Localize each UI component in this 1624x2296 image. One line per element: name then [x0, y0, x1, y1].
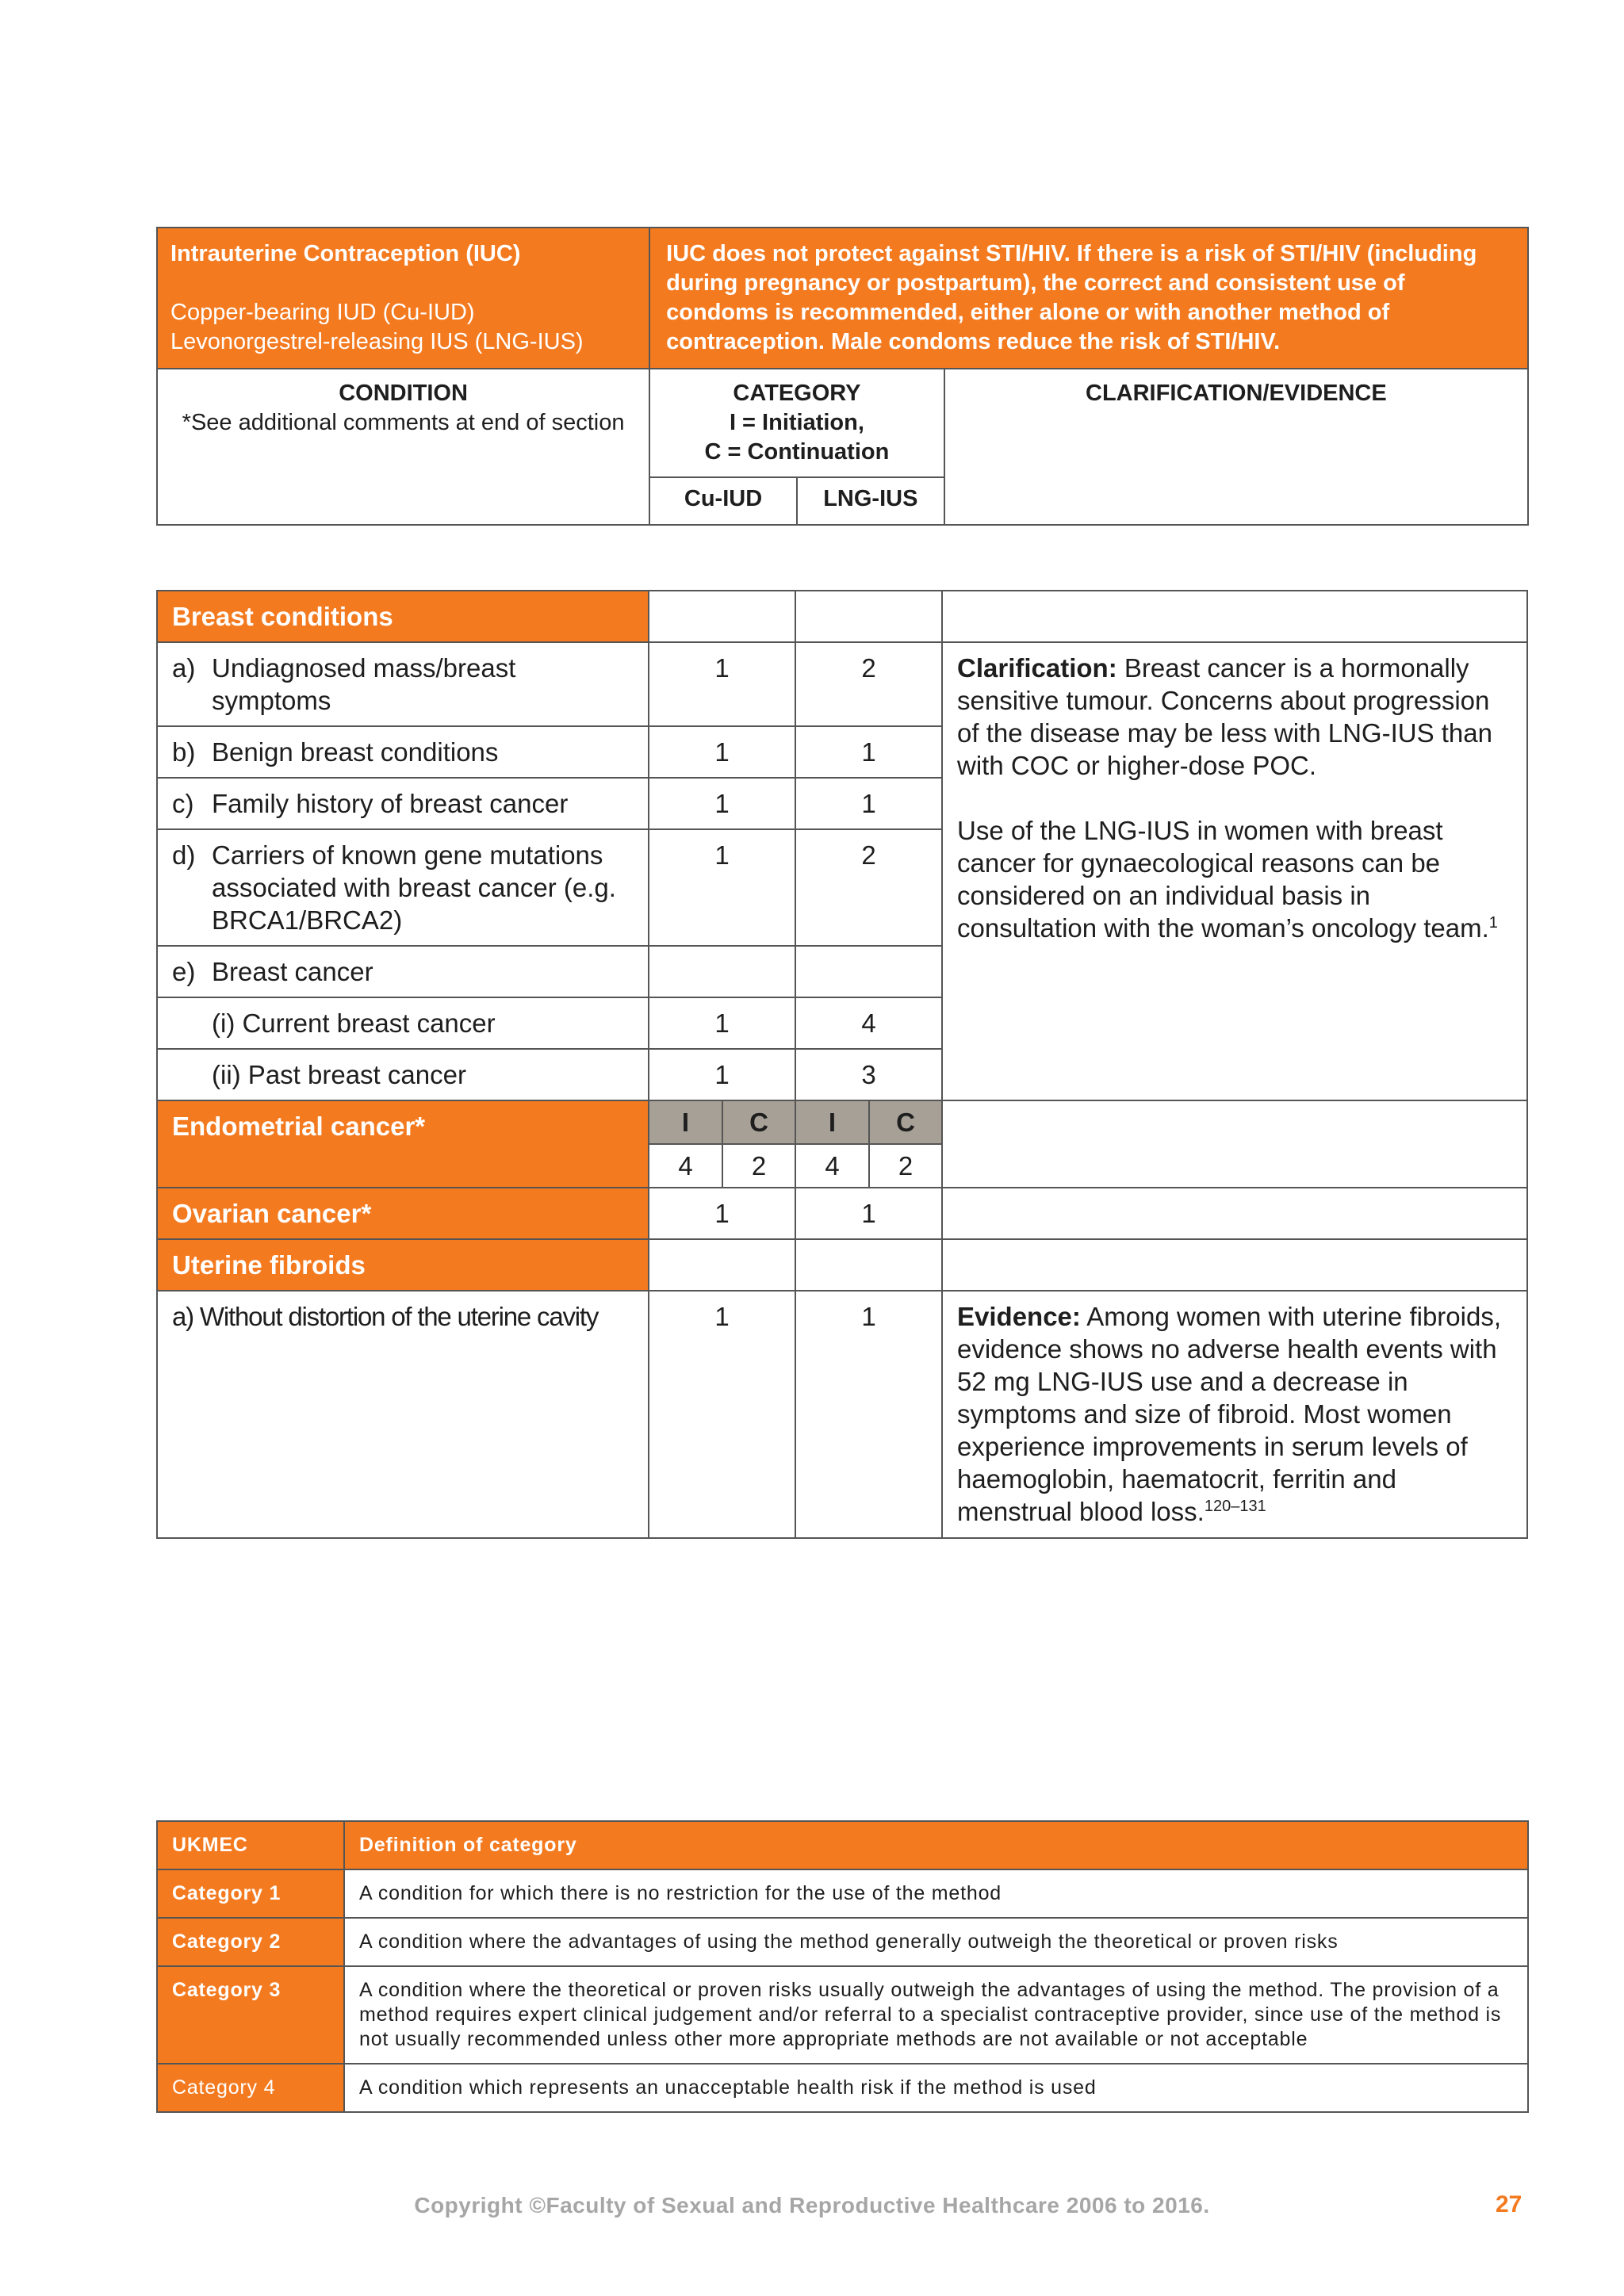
- lng-category: 2: [795, 829, 942, 946]
- cu-category: 1: [649, 642, 795, 726]
- lng-category: 1: [795, 1291, 942, 1538]
- row-text: Breast cancer: [212, 957, 373, 986]
- category-continuation: C = Continuation: [704, 439, 890, 465]
- method-header-table: [156, 227, 1529, 526]
- method-lng-ius: Levonorgestrel-releasing IUS (LNG-IUS): [170, 329, 584, 354]
- row-text: Undiagnosed mass/breast symptoms: [212, 653, 516, 715]
- clarification-text-2: Use of the LNG-IUS in women with breast cancer for gynaecological reasons can be considered on an individual basis in consultation with the woman’s oncology team.: [957, 816, 1489, 943]
- row-label: a): [172, 653, 196, 683]
- lng-initiation-value: 4: [795, 1144, 869, 1188]
- section-breast: [157, 591, 1527, 642]
- legend-definition: A condition which represents an unacceptable health risk if the method is used: [344, 2064, 1528, 2112]
- condition-note: *See additional comments at end of section: [182, 410, 625, 435]
- section-ovarian: [157, 1188, 1527, 1239]
- evidence-text: Among women with uterine fibroids, evidence shows no adverse health events with 52 mg LNG-IUS use and a decrease in symptoms and size of fibroid. Most women experience improvements in serum levels of haemoglobin, haematocrit, ferritin and menstrual blood loss.: [957, 1302, 1502, 1526]
- legend-row: [157, 1918, 1528, 1966]
- legend-definition: A condition where the advantages of using the method generally outweigh the theoretical or proven risks: [344, 1918, 1528, 1966]
- legend-header-definition: Definition of category: [344, 1821, 1528, 1869]
- cu-continuation-value: 2: [722, 1144, 795, 1188]
- section-title-ovarian: Ovarian cancer*: [157, 1188, 649, 1239]
- legend-key: Category 1: [157, 1869, 344, 1918]
- lng-category: 3: [795, 1049, 942, 1100]
- section-title-fibroids: Uterine fibroids: [157, 1239, 649, 1291]
- cu-category: [649, 946, 795, 997]
- lng-initiation-label: I: [795, 1100, 869, 1144]
- category-header: [649, 369, 944, 477]
- category-label: CATEGORY: [733, 381, 861, 406]
- col-lng-ius: LNG-IUS: [797, 477, 944, 525]
- legend-key: Category 2: [157, 1918, 344, 1966]
- row-text: (ii) Past breast cancer: [157, 1049, 649, 1100]
- lng-category: 1: [795, 726, 942, 778]
- legend-row: [157, 1966, 1528, 2064]
- condition-label: CONDITION: [339, 381, 468, 406]
- row-label: d): [172, 840, 196, 870]
- legend-definition: A condition where the theoretical or proven risks usually outweigh the advantages of using the method. The provision of a method requires expert clinical judgement and/or referral to a specialist contraceptive provider, since use of the method is not usually recommended unless other more appropriate methods are not available or not acceptable: [344, 1966, 1528, 2064]
- legend-key: Category 4: [157, 2064, 344, 2112]
- row-text: (i) Current breast cancer: [157, 997, 649, 1049]
- table-row: [157, 642, 1527, 726]
- section-fibroids: [157, 1239, 1527, 1291]
- section-title-breast: Breast conditions: [157, 591, 649, 642]
- row-text: Carriers of known gene mutations associated with breast cancer (e.g. BRCA1/BRCA2): [212, 840, 616, 935]
- cu-initiation-label: I: [649, 1100, 722, 1144]
- evidence-ref: 120–131: [1204, 1498, 1266, 1515]
- cu-category: 1: [649, 1049, 795, 1100]
- row-text: Benign breast conditions: [212, 737, 499, 767]
- page-number: 27: [1496, 2191, 1522, 2218]
- lng-continuation-value: 2: [869, 1144, 942, 1188]
- ukmec-legend-table: [156, 1820, 1529, 2113]
- legend-row: [157, 1869, 1528, 1918]
- row-text: a) Without distortion of the uterine cavity: [157, 1291, 649, 1538]
- row-label: b): [172, 737, 196, 767]
- cu-category: 1: [649, 997, 795, 1049]
- method-title-cell: [157, 228, 649, 369]
- lng-category: 2: [795, 642, 942, 726]
- row-label: c): [172, 789, 194, 818]
- cu-category: 1: [649, 1291, 795, 1538]
- breast-clarification: [942, 642, 1527, 1100]
- clarification-text: Breast cancer is a hormonally sensitive tumour. Concerns about progression of the disease may be less with LNG-IUS than with COC or higher-dose POC.: [957, 653, 1492, 780]
- fibroids-evidence: [942, 1291, 1527, 1538]
- lng-continuation-label: C: [869, 1100, 942, 1144]
- cu-category: 1: [649, 778, 795, 829]
- condition-header: [157, 369, 649, 525]
- method-cu-iud: Copper-bearing IUD (Cu-IUD): [170, 300, 475, 325]
- section-title-endometrial: Endometrial cancer*: [157, 1100, 649, 1188]
- conditions-table: [156, 590, 1528, 1539]
- row-text: Family history of breast cancer: [212, 789, 569, 818]
- table-row: [157, 1291, 1527, 1538]
- clarification-bold: Clarification:: [957, 653, 1117, 683]
- copyright-footer: Copyright ©Faculty of Sexual and Reproductive Healthcare 2006 to 2016.: [414, 2193, 1210, 2218]
- lng-category: [795, 946, 942, 997]
- col-cu-iud: Cu-IUD: [649, 477, 797, 525]
- clarification-ref: 1: [1488, 914, 1498, 932]
- legend-key: Category 3: [157, 1966, 344, 2064]
- legend-header-ukmec: UKMEC: [157, 1821, 344, 1869]
- lng-category: 1: [795, 1188, 942, 1239]
- cu-category: 1: [649, 829, 795, 946]
- row-label: e): [172, 957, 196, 986]
- legend-definition: A condition for which there is no restriction for the use of the method: [344, 1869, 1528, 1918]
- evidence-bold: Evidence:: [957, 1302, 1081, 1331]
- cu-category: 1: [649, 1188, 795, 1239]
- method-title: Intrauterine Contraception (IUC): [170, 241, 521, 266]
- cu-initiation-value: 4: [649, 1144, 722, 1188]
- category-initiation: I = Initiation,: [729, 410, 864, 435]
- cu-continuation-label: C: [722, 1100, 795, 1144]
- sti-note: IUC does not protect against STI/HIV. If there is a risk of STI/HIV (including during pregnancy or postpartum), the correct and consistent use of condoms is recommended, either alone or with another method of contraception. Male condoms reduce the risk of STI/HIV.: [649, 228, 1528, 369]
- cu-category: 1: [649, 726, 795, 778]
- legend-row: [157, 2064, 1528, 2112]
- section-endometrial: [157, 1100, 1527, 1144]
- clarification-header: CLARIFICATION/EVIDENCE: [944, 369, 1528, 525]
- lng-category: 1: [795, 778, 942, 829]
- lng-category: 4: [795, 997, 942, 1049]
